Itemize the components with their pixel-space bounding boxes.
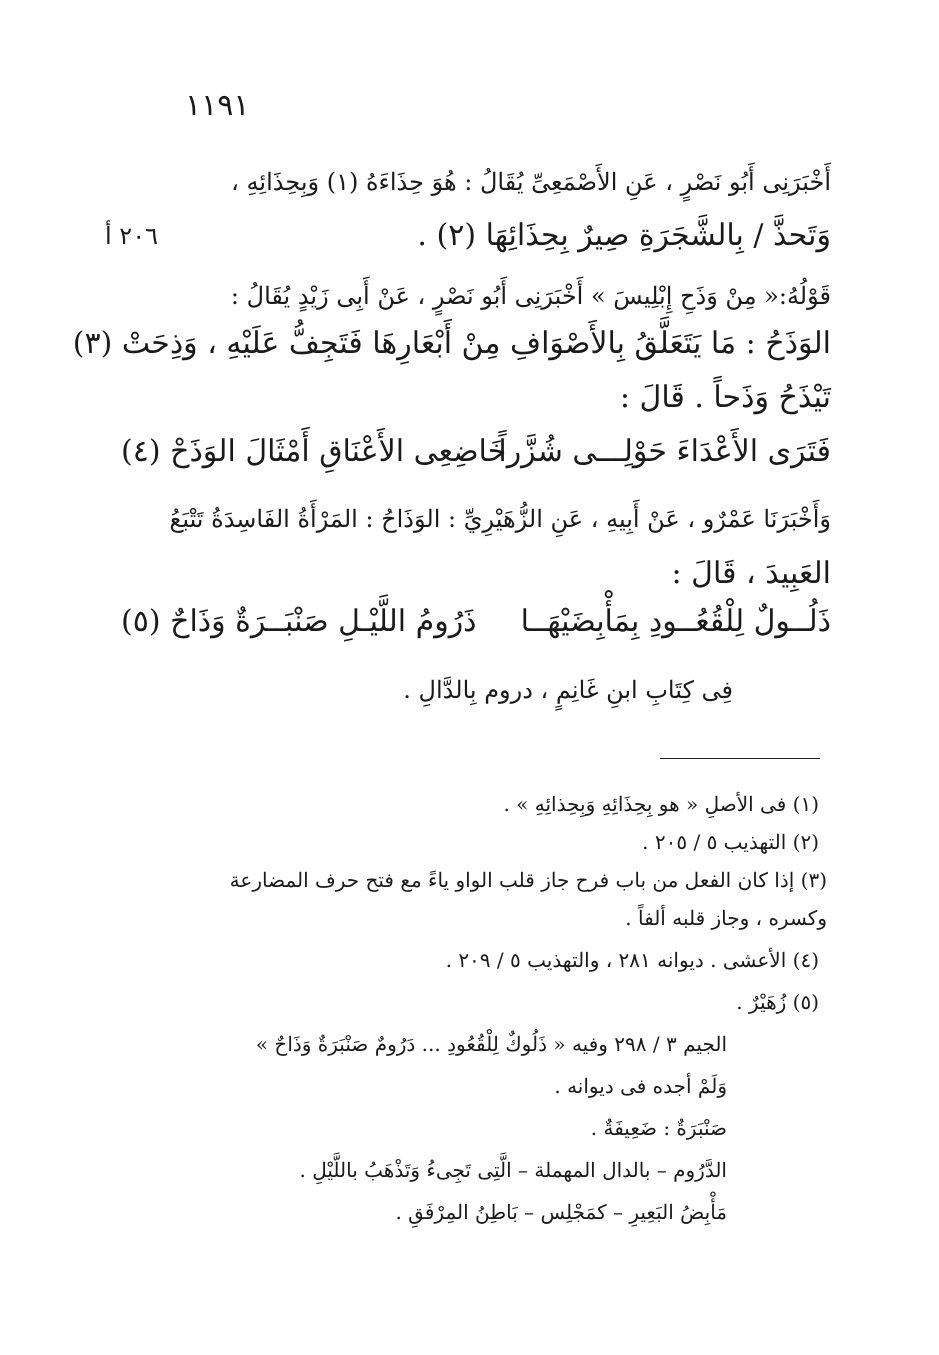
footnote-2: (٢) التهذيب ٥ / ٢٠٥ .: [642, 830, 819, 854]
verse-2-first-hemistich: ذَلُــولٌ لِلْقُعُــودِ بِمَأْبِضَيْهَــا: [520, 604, 831, 639]
verse-2-second-hemistich: ذَرُومُ اللَّيْـلِ صَنْبَــرَةٌ وَذَاحٌ (٥): [121, 604, 477, 639]
body-line-8: فِى كِتَابِ ابنِ غَانِمٍ ، دروم بِالدَّالِ .: [403, 676, 733, 704]
footnote-5-line-b: وَلَمْ أجده فى ديوانه .: [554, 1074, 727, 1098]
footnote-3-line-1: (٣) إذا كان الفعل من باب فرح جاز قلب الواو ياءً مع فتح حرف المضارعة: [229, 868, 827, 892]
page-number: ١١٩١: [185, 88, 250, 123]
footnote-3-line-2: وكسره ، وجاز قلبه ألفاً .: [625, 906, 827, 930]
body-line-5: تَيْذَحُ وَذَحاً . قَالَ :: [619, 380, 831, 415]
footnote-5-line-d: الدَّرُوم – بالدال المهملة – الَّتِى تَجِىءُ وَتَذْهَبُ باللَّيْلِ .: [299, 1158, 727, 1182]
margin-folio-reference: ٢٠٦ أ: [105, 222, 158, 250]
body-line-1: أَخْبَرَنِى أَبُو نَصْرٍ ، عَنِ الأَصْمَعِىِّ يُقَالُ : هُوَ حِذَاءَهُ (١) وَبِحِذَائِهِ ،: [231, 168, 831, 196]
body-line-3: قَوْلُهُ:« مِنْ وَذَحِ إِبْلِيسَ » أَخْبَرَنِى أَبُو نَصْرٍ ، عَنْ أَبِى زَيْدٍ يُقَالُ :: [230, 282, 831, 310]
verse-2: [121, 604, 831, 644]
verse-1-second-hemistich: خَاضِعِى الأَعْنَاقِ أَمْثَالَ الوَذَحْ (٤): [121, 434, 507, 469]
body-line-7: العَبِيدَ ، قَالَ :: [671, 556, 831, 591]
footnote-5-line-c: صَنْبَرَةٌ : ضَعِيفَةٌ .: [590, 1116, 727, 1140]
footnote-5-line-a: الجيم ٣ / ٢٩٨ وفيه « ذَلُوكٌ لِلْقُعُودِ ... دَرُومٌ صَنْبَرَةٌ وَذَاحٌ »: [255, 1032, 727, 1056]
verse-1-first-hemistich: فَتَرَى الأَعْدَاءَ حَوْلِـــى شُزَّراً: [498, 434, 831, 469]
footnote-separator: [660, 758, 820, 759]
footnote-5-line-e: مَأْبِضُ البَعِيرِ – كمَجْلِس – بَاطِنُ المِرْفَقِ .: [395, 1200, 727, 1224]
footnote-4: (٤) الأعشى . ديوانه ٢٨١ ، والتهذيب ٥ / ٢٠٩ .: [445, 948, 819, 972]
verse-1: [121, 434, 831, 474]
body-line-2: وَتَحذَّ / بِالشَّجَرَةِ صِيرٌ بِحِذَائِهَا (٢) .: [417, 218, 831, 253]
footnote-5: (٥) زُهَيْرٌ .: [736, 990, 819, 1014]
footnote-1: (١) فى الأصلِ « هو بِحِذَائِهِ وَبِحِذائِهِ » .: [503, 792, 819, 816]
body-line-4: الوَذَحُ : مَا يَتَعَلَّقُ بِالأَصْوَافِ مِنْ أَبْعَارِهَا فَتَجِفُّ عَلَيْهِ ، وَذِحَتْ (٣): [72, 326, 831, 361]
body-line-6: وَأَخْبَرَنَا عَمْرٌو ، عَنْ أَبِيهِ ، عَنِ الزُّهَيْرِيِّ : الوَذَاحُ : المَرْأَةُ الفَاسِدَةُ تَتْبَعُ: [169, 505, 831, 533]
